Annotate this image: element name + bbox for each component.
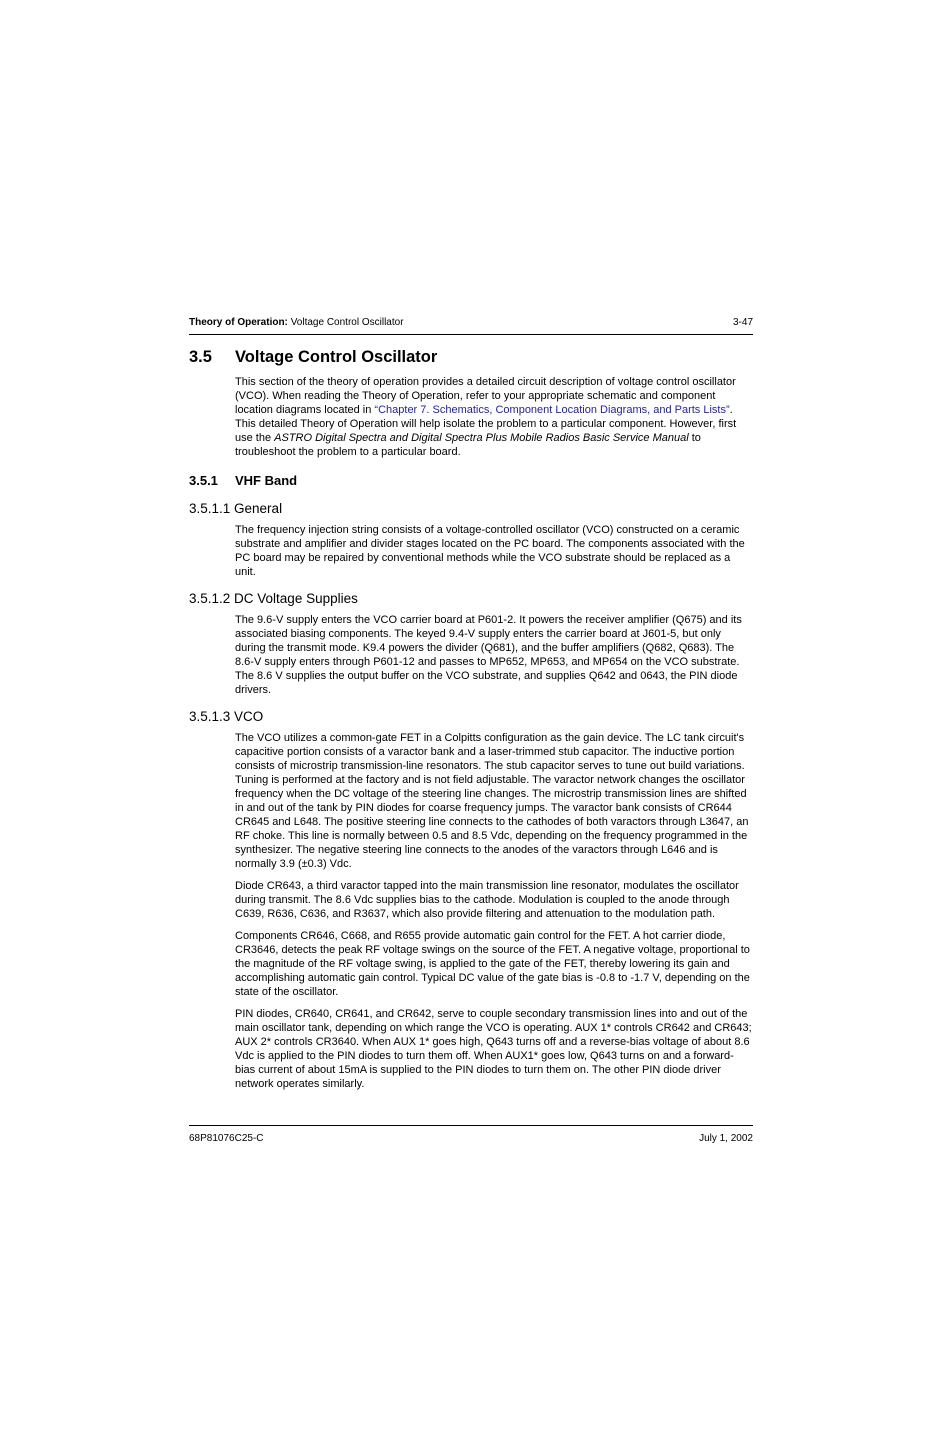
vco-paragraph-4: PIN diodes, CR640, CR641, and CR642, serve to couple secondary transmission lines into and out of the main oscillator tank, depending on which range the VCO is operating. AUX 1* controls CR642 and CR643; AUX 2* controls CR3640. When AUX 1* goes high, Q643 turns off and a reverse-bias voltage of about 8.6 Vdc is applied to the PIN diodes to turn them off. When AUX1* goes low, Q643 turns on and a forward-bias current of about 15mA is supplied to the PIN diodes to turn them on. The other PIN diode driver network operates similarly. — [235, 1008, 752, 1090]
section-heading — [189, 347, 753, 369]
page-body — [189, 347, 753, 1091]
vco-paragraph-1: The VCO utilizes a common-gate FET in a Colpitts configuration as the gain device. The LC tank circuit's capacitive portion consists of a varactor bank and a laser-trimmed stub capacitor. The inductive portion consists of microstrip transmission-line resonators. The stub capacitor serves to tune out build variations. Tuning is performed at the factory and is not field adjustable. The varactor network changes the oscillator frequency when the DC voltage of the steering line changes. The microstrip transmission lines are shifted in and out of the tank by PIN diodes for coarse frequency jumps. The varactor bank consists of CR644 CR645 and L648. The positive steering line connects to the cathodes of both varactors through L3647, an RF choke. This line is normally between 0.5 and 8.5 Vdc, depending on the frequency programmed in the synthesizer. The negative steering line connects to the anodes of the varactors through L646 and is normally 3.9 (±0.3) Vdc. — [235, 732, 749, 870]
intro-paragraph — [235, 375, 753, 459]
intro-text-3: to troubleshoot the problem to a particular board. — [235, 432, 701, 458]
header-rule — [189, 334, 753, 335]
intro-text-1: This section of the theory of operation provides a detailed circuit description of voltage control oscillator (VCO). When reading the Theory of Operation, refer to your appropriate schematic and component location diagrams located in — [235, 376, 736, 416]
section-number: 3.5 — [189, 348, 212, 366]
general-heading: 3.5.1.1 General — [189, 501, 283, 516]
footer-date: July 1, 2002 — [699, 1133, 753, 1144]
subsection-title: VHF Band — [235, 473, 298, 488]
footer-rule — [189, 1125, 753, 1126]
manual-title: ASTRO Digital Spectra and Digital Spectra Plus Mobile Radios Basic Service Manual — [274, 432, 689, 444]
dc-supplies-paragraph: The 9.6-V supply enters the VCO carrier board at P601-2. It powers the receiver amplifier (Q675) and its associated biasing components. The keyed 9.4-V supply enters the carrier board at J601-5, but only during the transmit mode. K9.4 powers the divider (Q681), and the buffer amplifiers (Q682, Q683). The 8.6-V supply enters through P601-12 and passes to MP652, MP653, and MP654 on the VCO substrate. The 8.6 V supplies the output buffer on the VCO substrate, and supplies Q642 and 0643, the PIN diode drivers. — [235, 614, 742, 696]
general-paragraph: The frequency injection string consists of a voltage-controlled oscillator (VCO) constructed on a ceramic substrate and amplifier and divider stages located on the PC board. The components associated with the PC board may be repaired by conventional methods while the VCO substrate should be replaced as a unit. — [235, 524, 745, 578]
footer-doc-number: 68P81076C25-C — [189, 1133, 264, 1144]
subsection-number: 3.5.1 — [189, 473, 218, 488]
intro-text-2: . This detailed Theory of Operation will help isolate the problem to a particular component. However, first use the — [235, 404, 737, 444]
header-topic: Voltage Control Oscillator — [290, 317, 404, 328]
running-header — [189, 317, 753, 329]
vco-paragraph-2: Diode CR643, a third varactor tapped into the main transmission line resonator, modulates the oscillator during transmit. The 8.6 Vdc supplies bias to the cathode. Modulation is coupled to the anode through C639, R636, C636, and R3637, which also provide filtering and attenuation to the modulation path. — [235, 880, 739, 920]
vco-paragraph-3: Components CR646, C668, and R655 provide automatic gain control for the FET. A hot carrier diode, CR3646, detects the peak RF voltage swings on the source of the FET. A negative voltage, proportional to the magnitude of the RF voltage swing, is applied to the gate of the FET, thereby lowering its gain and accomplishing automatic gain control. Typical DC value of the gate bias is -0.8 to -1.7 V, depending on the state of the oscillator. — [235, 930, 750, 998]
header-page-number: 3-47 — [732, 317, 753, 328]
section-title: Voltage Control Oscillator — [235, 348, 438, 366]
subsection-heading — [189, 473, 753, 489]
vco-heading: 3.5.1.3 VCO — [189, 709, 264, 724]
header-label: Theory of Operation: — [189, 317, 288, 328]
chapter-7-link[interactable]: “Chapter 7. Schematics, Component Location Diagrams, and Parts Lists” — [374, 404, 730, 416]
page-footer — [189, 1133, 753, 1145]
dc-supplies-heading: 3.5.1.2 DC Voltage Supplies — [189, 591, 358, 606]
